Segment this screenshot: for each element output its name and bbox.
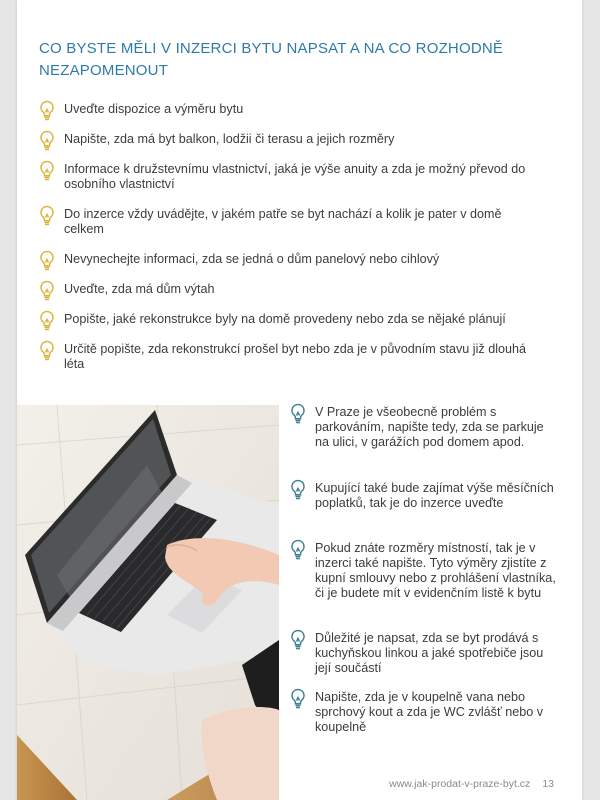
tip-item <box>39 252 529 272</box>
tip-text: Napište, zda má byt balkon, lodžii či terasu a jejich rozměry <box>64 132 395 146</box>
tip-item <box>39 132 529 152</box>
tip-text: Určitě popište, zda rekonstrukcí prošel byt nebo zda je v původním stavu již dlouhá léta <box>64 342 527 371</box>
tip-text: Nevynechejte informaci, zda se jedná o dům panelový nebo cihlový <box>64 252 440 266</box>
lightbulb-icon <box>39 340 55 362</box>
tip-item <box>290 481 560 511</box>
lightbulb-icon <box>290 403 306 425</box>
tip-text: Uveďte, zda má dům výtah <box>64 282 215 296</box>
tip-item <box>39 312 529 332</box>
lightbulb-icon <box>290 629 306 651</box>
tip-item <box>39 102 529 122</box>
tip-item <box>290 631 560 676</box>
tip-item <box>290 541 560 601</box>
page-footer <box>389 778 554 790</box>
tip-text: Uveďte dispozice a výměru bytu <box>64 102 244 116</box>
lightbulb-icon <box>290 688 306 710</box>
tip-text: Důležité je napsat, zda se byt prodává s kuchyňskou linkou a jaké spotřebiče jsou její součástí <box>315 631 544 675</box>
page-title: CO BYSTE MĚLI V INZERCI BYTU NAPSAT A NA CO ROZHODNĚ NEZAPOMENOUT <box>39 40 504 79</box>
lightbulb-icon <box>290 479 306 501</box>
tip-item <box>290 690 560 735</box>
tip-text: Do inzerce vždy uvádějte, v jakém patře se byt nachází a kolik je pater v domě celkem <box>64 207 502 236</box>
lightbulb-icon <box>39 250 55 272</box>
tip-text: Napište, zda je v koupelně vana nebo sprchový kout a zda je WC zvlášť nebo v koupelně <box>315 690 544 734</box>
lightbulb-icon <box>290 539 306 561</box>
tip-item <box>39 162 529 192</box>
lightbulb-icon <box>39 130 55 152</box>
lightbulb-icon <box>39 280 55 302</box>
footer-url[interactable]: www.jak-prodat-v-praze-byt.cz <box>389 778 531 790</box>
laptop-illustration <box>17 405 279 800</box>
laptop-photo <box>17 405 279 800</box>
tip-item <box>39 282 529 302</box>
lightbulb-icon <box>39 160 55 182</box>
tip-text: Pokud znáte rozměry místností, tak je v inzerci také napište. Tyto výměry zjistíte z kupní smlouvy nebo z prohlášení vlastníka, či je budete mít v evidenčním listě k bytu <box>315 541 556 600</box>
lightbulb-icon <box>39 205 55 227</box>
tip-item <box>290 405 560 450</box>
tip-item <box>39 207 529 237</box>
lightbulb-icon <box>39 310 55 332</box>
tip-item <box>39 342 529 372</box>
document-page <box>17 0 582 800</box>
page-number: 13 <box>542 778 554 790</box>
tip-text: Informace k družstevnímu vlastnictví, jaká je výše anuity a zda je možný převod do osobního vlastnictví <box>64 162 526 191</box>
tip-text: V Praze je všeobecně problém s parkováním, napište tedy, zda se parkuje na ulici, v garážích pod domem apod. <box>315 405 544 449</box>
tip-text: Popište, jaké rekonstrukce byly na domě provedeny nebo zda se nějaké plánují <box>64 312 506 326</box>
tip-text: Kupující také bude zajímat výše měsíčních poplatků, tak je do inzerce uveďte <box>315 481 554 510</box>
lightbulb-icon <box>39 100 55 122</box>
